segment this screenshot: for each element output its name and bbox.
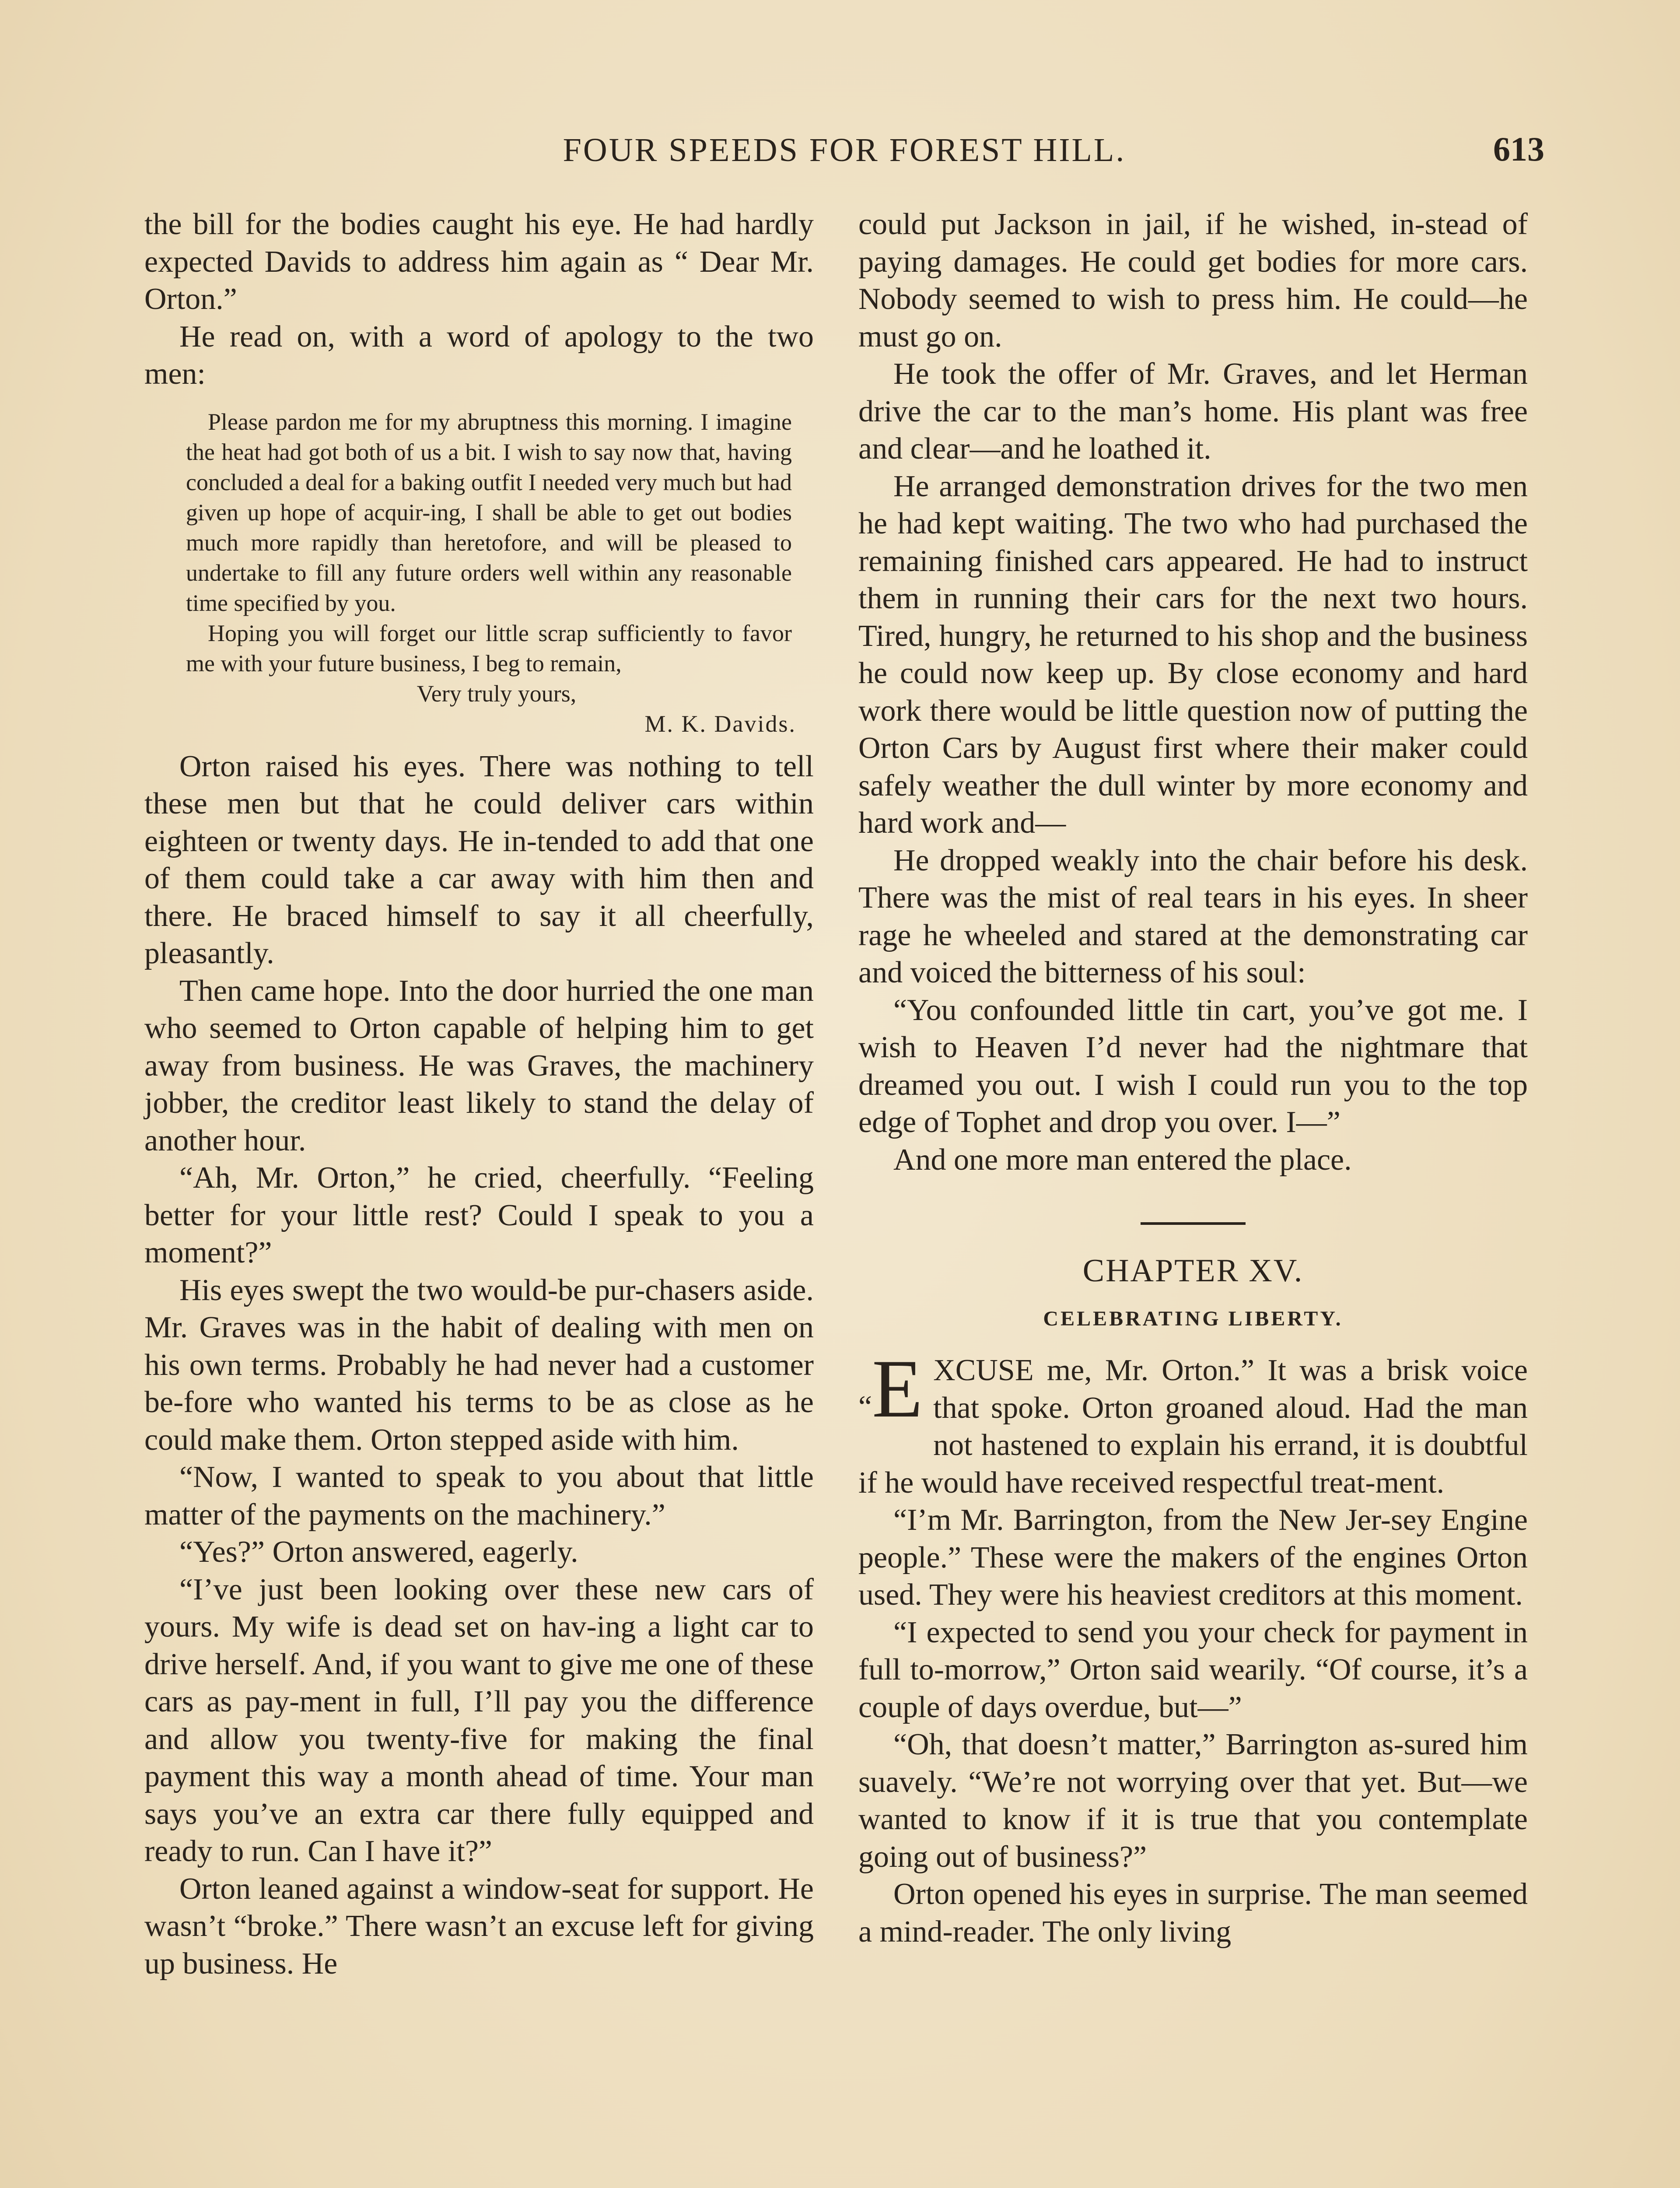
paragraph: He took the offer of Mr. Graves, and let Herman drive the car to the man’s home. His plant was free and clear—and he loathed it. xyxy=(858,357,1528,466)
paragraph: He read on, with a word of apology to the two men: xyxy=(144,319,814,391)
chapter-title: CHAPTER XV. xyxy=(1082,1253,1304,1289)
paragraph: “I’m Mr. Barrington, from the New Jer-sey Engine people.” These were the makers of the engines Orton used. They were his heaviest creditors at this moment. xyxy=(858,1503,1528,1612)
paragraph: He dropped weakly into the chair before his desk. There was the mist of real tears in his eyes. In sheer rage he wheeled and stared at the demonstrating car and voiced the bitterness of his soul: xyxy=(858,843,1528,989)
letter-paragraph: Hoping you will forget our little scrap sufficiently to favor me with your future business, I beg to remain, xyxy=(186,620,792,677)
drop-cap-letter: E xyxy=(872,1343,923,1435)
paragraph: Orton leaned against a window-seat for support. He wasn’t “broke.” There wasn’t an excuse left for giving up business. He xyxy=(144,1872,814,1981)
paragraph: Orton opened his eyes in surprise. The man seemed a mind-reader. The only living xyxy=(858,1877,1528,1949)
paragraph: the bill for the bodies caught his eye. He had hardly expected Davids to address him again as “ Dear Mr. Orton.” xyxy=(144,207,814,316)
paragraph: “I’ve just been looking over these new cars of yours. My wife is dead set on hav-ing a light car to drive herself. And, if you want to give me one of these cars as pay-ment in full, I’ll pay you the difference and allow you twenty-five for making the final payment this way a month ahead of time. Your man says you’ve an extra car there fully equipped and ready to run. Can I have it?” xyxy=(144,1572,814,1868)
paragraph: And one more man entered the place. xyxy=(893,1143,1352,1177)
page-number: 613 xyxy=(1493,130,1544,168)
paragraph: “You confounded little tin cart, you’ve got me. I wish to Heaven I’d never had the nightmare that dreamed you out. I wish I could run you to the top edge of Tophet and drop you over. I—” xyxy=(858,993,1528,1139)
letter-closing: Very truly yours, xyxy=(416,680,577,707)
letter-paragraph: Please pardon me for my abruptness this morning. I imagine the heat had got both of us a bit. I wish to say now that, having concluded a deal for a baking outfit I needed very much but had given up hope of acquir-ing, I shall be able to get out bodies much more rapidly than heretofore, and will be pleased to undertake to fill any future orders well within any reasonable time specified by you. xyxy=(186,408,792,616)
paragraph: “Oh, that doesn’t matter,” Barrington as-sured him suavely. “We’re not worrying over that yet. But—we wanted to know if it is true that you contemplate going out of business?” xyxy=(858,1728,1528,1874)
drop-cap xyxy=(858,1343,923,1440)
paragraph: could put Jackson in jail, if he wished, in-stead of paying damages. He could get bodies for more cars. Nobody seemed to wish to press him. He could—he must go on. xyxy=(858,207,1528,354)
paragraph: Orton raised his eyes. There was nothing to tell these men but that he could deliver cars within eighteen or twenty days. He in-tended to add that one of them could take a car away with him then and there. He braced himself to say it all cheerfully, pleasantly. xyxy=(144,749,814,970)
left-column xyxy=(144,206,814,1982)
paragraph: “Now, I wanted to speak to you about that little matter of the payments on the machinery.” xyxy=(144,1460,814,1532)
paragraph-text: XCUSE me, Mr. Orton.” It was a brisk voice that spoke. Orton groaned aloud. Had the man not hastened to explain his errand, it is doubtful if he would have received respectful treat-ment. xyxy=(858,1353,1528,1500)
paragraph: “Yes?” Orton answered, eagerly. xyxy=(179,1535,578,1569)
chapter-subtitle: CELEBRATING LIBERTY. xyxy=(1043,1307,1343,1330)
running-title: FOUR SPEEDS FOR FOREST HILL. xyxy=(563,132,1126,168)
opening-quote: “ xyxy=(858,1390,872,1424)
paragraph: His eyes swept the two would-be pur-chasers aside. Mr. Graves was in the habit of dealing with men on his own terms. Probably he had never had a customer be-fore who wanted his terms to be as close as he could make them. Orton stepped aside with him. xyxy=(144,1273,814,1457)
paragraph: “Ah, Mr. Orton,” he cried, cheerfully. “Feeling better for your little rest? Could I speak to you a moment?” xyxy=(144,1161,814,1269)
right-column xyxy=(858,206,1528,1950)
running-head xyxy=(144,127,1544,179)
letter-block xyxy=(186,407,792,679)
section-divider xyxy=(1141,1222,1246,1225)
paragraph: “I expected to send you your check for payment in full to-morrow,” Orton said wearily. “Of course, it’s a couple of days overdue, but—” xyxy=(858,1615,1528,1724)
paragraph: Then came hope. Into the door hurried the one man who seemed to Orton capable of helping him to get away from business. He was Graves, the machinery jobber, the creditor least likely to stand the delay of another hour. xyxy=(144,974,814,1157)
letter-signature: M. K. Davids. xyxy=(644,710,796,737)
paragraph: He arranged demonstration drives for the two men he had kept waiting. The two who had purchased the remaining finished cars appeared. He had to instruct them in running their cars for the next two hours. Tired, hungry, he returned to his shop and the business he could now keep up. By close economy and hard work there would be little question now of putting the Orton Cars by August first where their maker could safely weather the dull winter by more economy and hard work and— xyxy=(858,469,1528,840)
chapter-opening-paragraph xyxy=(858,1343,1528,1501)
